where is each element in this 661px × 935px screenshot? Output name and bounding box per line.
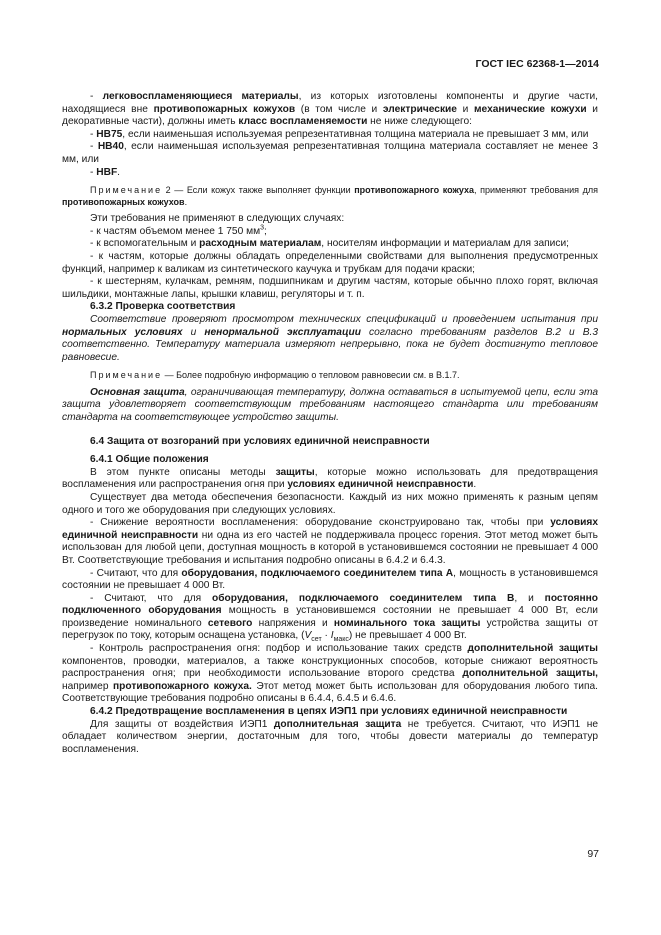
paragraph: Основная защита, ограничивающая температуру, должна оставаться в испытуемой цепи, если эта защита удовлетворяет соответствующим требованиям настоящего стандарта или требованиям стандарта на соответствующее устройство защиты.	[62, 386, 598, 423]
note-2: Примечание 2 — Если кожух также выполняет функции противопожарного кожуха, применяют требования для противопожарных кожухов.	[62, 185, 598, 207]
heading-64: 6.4 Защита от возгораний при условиях единичной неисправности	[90, 435, 430, 447]
paragraph: - Считают, что для оборудования, подключаемого соединителем типа В, и постоянно подключенного оборудования мощность в установившемся состоянии не превышает 4 000 Вт, если произведение номинального сетевого напряжения и номинального тока защиты устройства защиты от перегрузок по току, которым оснащена установка, $(V_{сет} \cdot I_{макс})$ не превышает 4 000 Вт.	[62, 592, 599, 644]
heading-641: 6.4.1 Общие положения	[90, 454, 209, 466]
paragraph: - HBF.	[90, 166, 121, 178]
paragraph: - Считают, что для оборудования, подключаемого соединителем типа А, мощность в установившемся состоянии не превышает 4 000 Вт.	[62, 567, 598, 592]
paragraph: - Контроль распространения огня: подбор и использование таких средств дополнительной защиты компонентов, проводки, материалов, а также конструкционных способов, которые снижают вероятность распространения огня; при необходимости использование второго средства дополнительной защиты, например противопожарного кожуха. Этот метод может быть использован для оборудования любого типа. Соответствующие требования подробно описаны в 6.4.4, 6.4.5 и 6.4.6.	[62, 643, 598, 705]
page-number: 97	[587, 848, 599, 860]
paragraph: Для защиты от воздействия ИЭП1 дополнительная защита не требуется. Считают, что ИЭП1 не обладает количеством энергии, достаточным для того, чтобы довести материалы до температур воспламенения.	[62, 718, 598, 755]
paragraph: Соответствие проверяют просмотром технических спецификаций и проведением испытания при нормальных условиях и ненормальной эксплуатации согласно требованиям разделов B.2 и B.3 соответственно. Температуру материала измеряют непрерывно, пока не будет достигнуто тепловое равновесие.	[62, 313, 599, 363]
page-header: ГОСТ IEC 62368-1—2014	[475, 58, 599, 70]
note-3: Примечание — Более подробную информацию о тепловом равновесии см. в B.1.7.	[90, 370, 460, 381]
paragraph: - HB40, если наименьшая используемая репрезентативная толщина материала составляет не менее 3 мм, или	[62, 141, 598, 165]
paragraph: - к частям, которые должны обладать определенными свойствами для выполнения предусмотренных функций, например к валикам из синтетического каучука и трубкам для подачи краски;	[62, 250, 598, 275]
paragraph: - легковоспламеняющиеся материалы, из которых изготовлены компоненты и другие части, находящиеся вне противопожарных кожухов (в том числе и электрические и механические кожухи и декоративные части), должны иметь класс воспламеняемости не ниже следующего:	[62, 91, 598, 128]
heading-642: 6.4.2 Предотвращение воспламенения в цепях ИЭП1 при условиях единичной неисправности	[90, 706, 568, 718]
paragraph: Эти требования не применяют в следующих случаях:	[90, 213, 345, 225]
heading-632: 6.3.2 Проверка соответствия	[90, 301, 236, 313]
paragraph: - Снижение вероятности воспламенения: оборудование сконструировано так, чтобы при условиях единичной неисправности ни одна из его частей не поддерживала процесс горения. Этот метод может быть использован для любой цепи, доступная мощность в которой в установившемся состоянии не превышает 4 000 Вт. Соответствующие требования и испытания подробно описаны в 6.4.2 и 6.4.3.	[62, 517, 598, 566]
paragraph: - HB75, если наименьшая используемая репрезентативная толщина материала не превышает 3 мм, или	[90, 128, 589, 140]
paragraph: - к вспомогательным и расходным материалам, носителям информации и материалам для записи;	[90, 238, 569, 250]
paragraph: - к шестерням, кулачкам, ремням, подшипникам и другим частям, которые обычно плохо горят, включая шильдики, монтажные лапы, крышки клавиш, регуляторы и т. п.	[62, 276, 598, 300]
paragraph: В этом пункте описаны методы защиты, которые можно использовать для предотвращения воспламенения или распространения огня при условиях единичной неисправности.	[62, 466, 598, 491]
paragraph: Существует два метода обеспечения безопасности. Каждый из них можно применять к разным цепям одного и того же оборудования при следующих условиях.	[62, 491, 598, 516]
document-body	[62, 91, 598, 756]
paragraph: - к частям объемом менее 1 750 $мм^3$;	[90, 224, 267, 237]
